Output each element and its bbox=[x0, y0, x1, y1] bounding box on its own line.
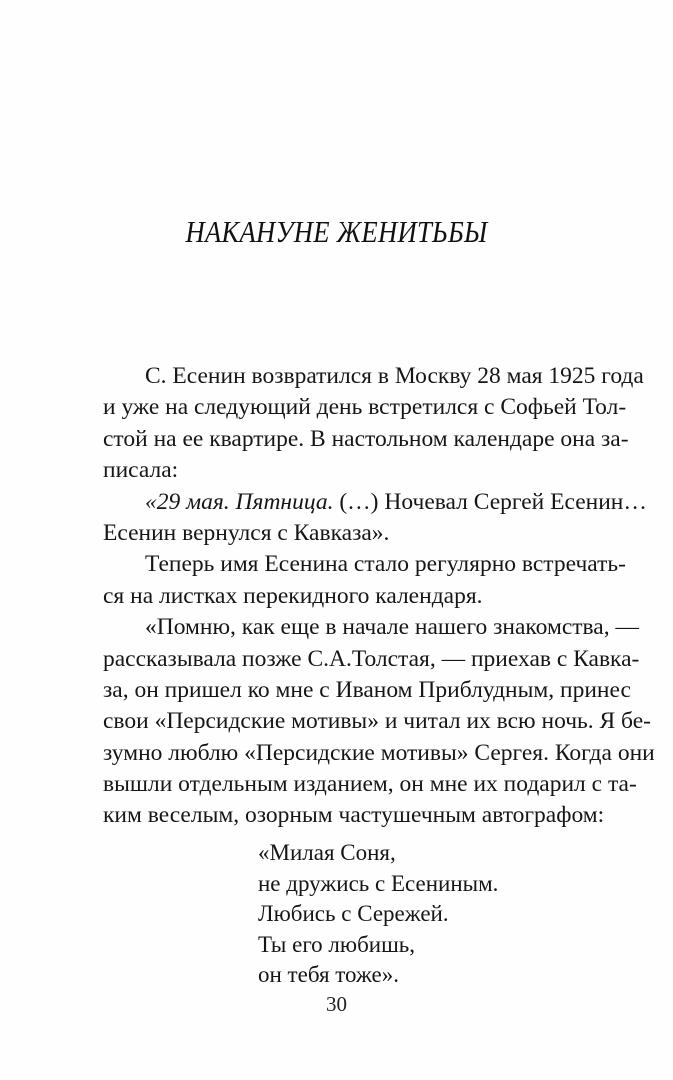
paragraph-1-line-3: стой на ее квартире. В настольном календаре она за- bbox=[103, 425, 629, 452]
chapter-title: НАКАНУНЕ ЖЕНИТЬБЫ bbox=[185, 214, 488, 249]
paragraph-4-line-6: вышли отдельным изданием, он мне их подарил с та- bbox=[103, 771, 637, 798]
body-text bbox=[103, 361, 655, 832]
paragraph-4-line-7: ким веселым, озорным частушечным автографом: bbox=[103, 802, 605, 829]
calendar-date-italic: «29 мая. Пятница. bbox=[145, 488, 334, 515]
verse-line: Ты его любишь, bbox=[258, 931, 416, 957]
paragraph-4-line-4: свои «Персидские мотивы» и читал их всю ночь. Я бе- bbox=[103, 708, 651, 735]
page-number: 30 bbox=[326, 992, 347, 1016]
paragraph-4-line-1: «Помню, как еще в начале нашего знакомства, — bbox=[145, 614, 639, 641]
paragraph-3-line-1: Теперь имя Есенина стало регулярно встречать- bbox=[145, 551, 626, 578]
paragraph-4-line-5: зумно люблю «Персидские мотивы» Сергея. Когда они bbox=[103, 739, 655, 766]
verse-autograph bbox=[258, 838, 498, 991]
verse-line: не дружись с Есениным. bbox=[258, 870, 499, 896]
verse-line: «Милая Соня, bbox=[258, 840, 396, 865]
paragraph-4-line-3: за, он пришел ко мне с Иваном Приблудным, принес bbox=[103, 676, 631, 703]
paragraph-1-line-1: С. Есенин возвратился в Москву 28 мая 1925 года bbox=[145, 363, 644, 389]
verse-line: Любись с Сережей. bbox=[258, 901, 449, 926]
calendar-entry-text: (…) Ночевал Сергей Есенин… bbox=[333, 488, 647, 515]
paragraph-1-line-2: и уже на следующий день встретился с Софьей Тол- bbox=[103, 394, 627, 421]
paragraph-4-line-2: рассказывала позже С.А.Толстая, — приехав с Кавка- bbox=[103, 645, 640, 672]
verse-line: он тебя тоже». bbox=[258, 962, 399, 987]
paragraph-2-line-2: Есенин вернулся с Кавказа». bbox=[103, 519, 390, 546]
paragraph-2-line-1 bbox=[103, 487, 647, 518]
paragraph-3-line-2: ся на листках перекидного календаря. bbox=[103, 582, 483, 609]
paragraph-1-line-4: писала: bbox=[103, 457, 179, 484]
